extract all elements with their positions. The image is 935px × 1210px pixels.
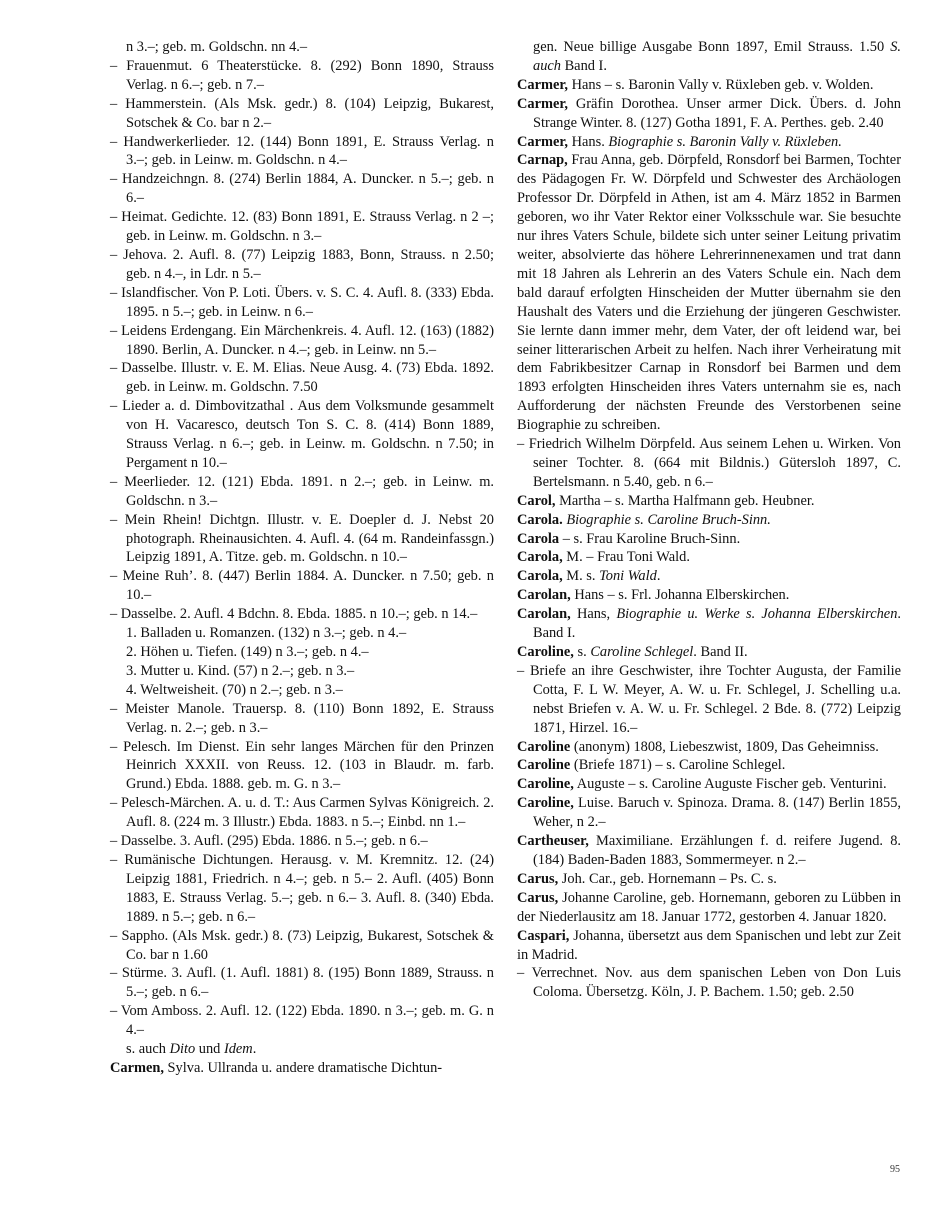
entry-text: – Pelesch. Im Dienst. Ein sehr langes Märchen für den Prinzen Heinrich XXXII. von Reuss. 12. (103 in Blaudr. m. farb. Grund.) Ebda. 1888. geb. m. G. n 3.– xyxy=(110,738,494,793)
bibliography-entry xyxy=(110,57,494,95)
bibliography-entry xyxy=(110,473,494,511)
bibliography-entry xyxy=(517,889,901,927)
entry-author: Caroline xyxy=(517,738,571,755)
entry-italic-text: Toni Wald xyxy=(599,568,657,585)
entry-text: – Islandfischer. Von P. Loti. Übers. v. S. C. 4. Aufl. 8. (333) Ebda. 1895. n 5.–; geb. in Leinw. n 6.– xyxy=(110,284,494,320)
entry-text: – Heimat. Gedichte. 12. (83) Bonn 1891, E. Strauss Verlag. n 2 –; geb. in Leinw. m. Goldschn. n 3.– xyxy=(110,209,494,245)
bibliography-entry xyxy=(517,567,901,586)
entry-text: 2. Höhen u. Tiefen. (149) n 3.–; geb. n 4.– xyxy=(126,644,369,660)
entry-author: Carola, xyxy=(517,549,563,566)
entry-author: Carus, xyxy=(517,889,559,906)
bibliography-entry xyxy=(517,76,901,95)
entry-text: – Lieder a. d. Dimbovitzathal . Aus dem Volksmunde gesammelt von H. Vacaresco, deutsch Ton S. C. 8. (414) Bonn 1889, Strauss Verlag. n 6.–; geb. in Leinw. m. Goldschn. n 7.50; in Pergament n 10.– xyxy=(110,398,494,471)
entry-italic-text: Biographie s. Caroline Bruch-Sinn. xyxy=(566,511,771,528)
entry-text: – Mein Rhein! Dichtgn. Illustr. v. E. Doepler d. J. Nebst 20 photograph. Rheinausichten. 4. Aufl. 4. (64 m. Randeinfassgn.) Leipzig 1891, A. Titze. geb. m. Goldschn. n 10.– xyxy=(110,511,494,566)
bibliography-entry xyxy=(517,151,901,435)
entry-text: M. – Frau Toni Wald. xyxy=(562,549,690,566)
bibliography-entry xyxy=(110,700,494,738)
entry-text: Martha – s. Martha Halfmann geb. Heubner. xyxy=(555,492,815,509)
bibliography-entry xyxy=(110,851,494,927)
bibliography-entry xyxy=(110,359,494,397)
entry-author: Caroline, xyxy=(517,776,574,793)
entry-author: Caroline, xyxy=(517,644,574,660)
left-column xyxy=(110,38,494,1078)
bibliography-entry xyxy=(110,95,494,133)
entry-text: 3. Mutter u. Kind. (57) n 2.–; geb. n 3.– xyxy=(126,662,355,679)
entry-text: – Hammerstein. (Als Msk. gedr.) 8. (104) Leipzig, Bukarest, Sotschek & Co. bar n 2.– xyxy=(110,95,494,131)
entry-text: – Jehova. 2. Aufl. 8. (77) Leipzig 1883, Bonn, Strauss. n 2.50; geb. n 4.–, in Ldr. n 5.– xyxy=(110,246,494,282)
entry-author: Carmer, xyxy=(517,133,569,150)
entry-text: Hans. xyxy=(568,133,609,150)
bibliography-entry xyxy=(110,832,494,851)
entry-text: – Pelesch-Märchen. A. u. d. T.: Aus Carmen Sylvas Königreich. 2. Aufl. 8. (224 m. 3 Illustr.) Ebda. 1883. n 5.–; Einbd. nn 1.– xyxy=(110,795,494,831)
entry-text: – Meerlieder. 12. (121) Ebda. 1891. n 2.–; geb. in Leinw. m. Goldschn. n 3.– xyxy=(110,473,494,509)
entry-text: – Meine Ruh’. 8. (447) Berlin 1884. A. Duncker. n 7.50; geb. n 10.– xyxy=(110,568,494,604)
bibliography-entry xyxy=(110,927,494,965)
entry-text: Johanna, übersetzt aus dem Spanischen und lebt zur Zeit in Madrid. xyxy=(517,927,901,963)
bibliography-entry xyxy=(517,133,901,152)
entry-text: Joh. Car., geb. Hornemann – Ps. C. s. xyxy=(558,870,777,887)
right-column xyxy=(517,38,901,1002)
bibliography-entry xyxy=(110,170,494,208)
bibliography-entry xyxy=(517,832,901,870)
entry-author: Carmer, xyxy=(517,76,569,93)
entry-text: – Dasselbe. 2. Aufl. 4 Bdchn. 8. Ebda. 1885. n 10.–; geb. n 14.– xyxy=(110,606,478,623)
entry-text: und xyxy=(195,1041,224,1058)
entry-text: – Handwerkerlieder. 12. (144) Bonn 1891, E. Strauss Verlag. n 3.–; geb. in Leinw. m. Goldschn. n 4.– xyxy=(110,133,494,169)
entry-text: . Band I. xyxy=(533,606,901,642)
entry-author: Carol, xyxy=(517,492,556,509)
bibliography-entry xyxy=(517,586,901,605)
bibliography-entry xyxy=(110,1059,494,1078)
entry-text: – Rumänische Dichtungen. Herausg. v. M. Kremnitz. 12. (24) Leipzig 1881, Friedrich. n 4.–; geb. n 5.– 2. Aufl. (405) Bonn 1883, E. Strauss Verlag. 5.–; geb. n 6.– 3. Aufl. 8. (340) Ebda. 1889. n 5.–; geb. n 6.– xyxy=(110,851,494,925)
entry-text: M. s. xyxy=(562,568,600,585)
entry-text: Auguste – s. Caroline Auguste Fischer geb. Venturini. xyxy=(573,776,887,793)
bibliography-entry xyxy=(110,322,494,360)
entry-author: Carola. xyxy=(517,511,563,528)
bibliography-entry xyxy=(517,662,901,738)
entry-text: . xyxy=(656,568,661,585)
bibliography-entry xyxy=(110,133,494,171)
entry-text: . xyxy=(252,1041,257,1058)
bibliography-entry xyxy=(110,794,494,832)
entry-author: Carolan, xyxy=(517,606,571,623)
bibliography-entry xyxy=(110,681,494,700)
bibliography-entry xyxy=(517,794,901,832)
entry-author: Carmer, xyxy=(517,95,569,112)
entry-text: – Vom Amboss. 2. Aufl. 12. (122) Ebda. 1890. n 3.–; geb. m. G. n 4.– xyxy=(110,1003,494,1039)
entry-italic-text: Dito xyxy=(169,1041,196,1058)
bibliography-entry xyxy=(517,530,901,549)
entry-text: s. auch xyxy=(126,1041,170,1058)
bibliography-entry xyxy=(517,927,901,965)
entry-author: Carolan, xyxy=(517,587,571,604)
bibliography-entry xyxy=(110,567,494,605)
bibliography-entry xyxy=(110,964,494,1002)
page-number: 95 xyxy=(890,1164,900,1175)
entry-italic-text: Idem xyxy=(223,1041,253,1058)
entry-text: Sylva. Ullranda u. andere dramatische Dichtun- xyxy=(163,1059,443,1076)
entry-text: – Sappho. (Als Msk. gedr.) 8. (73) Leipzig, Bukarest, Sotschek & Co. bar n 1.60 xyxy=(110,927,494,963)
bibliography-entry xyxy=(110,643,494,662)
entry-text: Hans – s. Baronin Vally v. Rüxleben geb. v. Wolden. xyxy=(568,76,874,93)
entry-text: – Dasselbe. 3. Aufl. (295) Ebda. 1886. n 5.–; geb. n 6.– xyxy=(110,833,428,850)
bibliography-entry xyxy=(110,1002,494,1040)
entry-text: 4. Weltweisheit. (70) n 2.–; geb. n 3.– xyxy=(126,681,343,698)
bibliography-entry xyxy=(110,397,494,473)
bibliography-entry xyxy=(517,738,901,757)
entry-author: Caroline, xyxy=(517,795,574,812)
entry-text: – Handzeichngn. 8. (274) Berlin 1884, A. Duncker. n 5.–; geb. n 6.– xyxy=(110,171,494,207)
entry-author: Carola, xyxy=(517,568,563,585)
bibliography-entry xyxy=(517,643,901,662)
bibliography-entry xyxy=(110,208,494,246)
entry-text: gen. Neue billige Ausgabe Bonn 1897, Emil Strauss. 1.50 xyxy=(533,39,891,55)
bibliography-entry xyxy=(110,662,494,681)
bibliography-entry xyxy=(110,738,494,795)
entry-italic-text: Caroline Schlegel xyxy=(590,644,694,660)
bibliography-entry xyxy=(517,775,901,794)
bibliography-entry xyxy=(110,38,494,57)
entry-text: (Briefe 1871) – s. Caroline Schlegel. xyxy=(570,757,786,774)
bibliography-entry xyxy=(517,492,901,511)
bibliography-entry xyxy=(517,548,901,567)
entry-text: Hans – s. Frl. Johanna Elberskirchen. xyxy=(570,587,790,604)
entry-text: – s. Frau Karoline Bruch-Sinn. xyxy=(559,530,741,547)
entry-author: Carnap, xyxy=(517,152,568,169)
entry-text: Maximiliane. Erzählungen f. d. reifere Jugend. 8. (184) Baden-Baden 1883, Sommermeyer. n 2.– xyxy=(533,833,901,868)
entry-italic-text: Biographie s. Baronin Vally v. Rüxleben. xyxy=(608,133,842,150)
bibliography-entry xyxy=(517,511,901,530)
bibliography-entry xyxy=(110,1040,494,1059)
entry-author: Caspari, xyxy=(517,927,570,944)
entry-text: – Verrechnet. Nov. aus dem spanischen Leben von Don Luis Coloma. Übersetzg. Köln, J. P. Bachem. 1.50; geb. 2.50 xyxy=(517,965,901,1001)
bibliography-entry xyxy=(110,284,494,322)
entry-text: (anonym) 1808, Liebeszwist, 1809, Das Geheimniss. xyxy=(570,738,879,755)
entry-text: – Meister Manole. Trauersp. 8. (110) Bonn 1892, E. Strauss Verlag. n. 2.–; geb. n 3.– xyxy=(110,700,494,736)
entry-text: Hans, xyxy=(570,606,617,623)
bibliography-entry xyxy=(110,605,494,624)
entry-text: Frau Anna, geb. Dörpfeld, Ronsdorf bei Barmen, Tochter des Pädagogen Fr. W. Dörpfeld und Schwester des Archäologen Professor Dr. Dörpfeld in Athen, ist am 4. März 1852 in Barmen geboren, wo ihr Vater Rektor einer Volksschule war. Sie besuchte nur ihres Vaters Schule, bildete sich unter seiner Leitung privatim weiter, absolvierte das höhere Lehrerinnenexamen und trat dann mit 18 Jahren als Lehrerin an des Vaters Schule ein. Nach dem bald darauf erfolgten Hinscheiden der Mutter übernahm sie den Haushalt des Vaters und die Erziehung der jüngeren Geschwister. Sie lernte dann immer mehr, dem Vater, der oft leidend war, bei seiner litterarischen Arbeit zu helfen. Nach ihrer Verheiratung mit dem Fabrikbesitzer Carnap in Ronsdorf bei Barmen und dem 1893 erfolgten Hinscheiden ihres Vaters unternahm sie es, nach Aufforderung der nächsten Freunde des Verstorbenen seine Biographie zu schreiben. xyxy=(517,152,901,434)
bibliography-entry xyxy=(517,964,901,1002)
entry-text: – Friedrich Wilhelm Dörpfeld. Aus seinem Lehen u. Wirken. Von seiner Tochter. 8. (664 mit Bildnis.) Gütersloh 1897, C. Bertelsmann. n 5.40, geb. n 6.– xyxy=(517,436,901,490)
bibliography-entry xyxy=(517,38,901,76)
entry-text: Gräfin Dorothea. Unser armer Dick. Übers. d. John Strange Winter. 8. (127) Gotha 1891, F. A. Perthes. geb. 2.40 xyxy=(533,95,901,131)
bibliography-entry xyxy=(517,605,901,643)
bibliography-entry xyxy=(517,95,901,133)
entry-text: – Leidens Erdengang. Ein Märchenkreis. 4. Aufl. 12. (163) (1882) 1890. Berlin, A. Duncker. n 4.–; geb. in Leinw. nn 5.– xyxy=(110,322,494,358)
bibliography-entry xyxy=(110,246,494,284)
bibliography-entry xyxy=(517,435,901,492)
entry-author: Carmen, xyxy=(110,1059,164,1076)
bibliography-entry xyxy=(517,870,901,889)
entry-text: Luise. Baruch v. Spinoza. Drama. 8. (147) Berlin 1855, Weher, n 2.– xyxy=(533,795,901,831)
entry-text: – Stürme. 3. Aufl. (1. Aufl. 1881) 8. (195) Bonn 1889, Strauss. n 5.–; geb. n 6.– xyxy=(110,965,494,1001)
entry-author: Caroline xyxy=(517,757,571,774)
entry-text: s. xyxy=(573,644,591,660)
entry-text: – Frauenmut. 6 Theaterstücke. 8. (292) Bonn 1890, Strauss Verlag. n 6.–; geb. n 7.– xyxy=(110,57,494,93)
entry-italic-text: Biographie u. Werke s. Johanna Elberskirchen xyxy=(616,606,898,623)
entry-text: – Dasselbe. Illustr. v. E. M. Elias. Neue Ausg. 4. (73) Ebda. 1892. geb. in Leinw. m. Goldschn. 7.50 xyxy=(110,360,494,396)
entry-author: Carus, xyxy=(517,870,559,887)
entry-italic-text: S. auch xyxy=(533,39,901,74)
bibliography-entry xyxy=(110,511,494,568)
entry-text: . Band II. xyxy=(693,644,748,660)
entry-text: Band I. xyxy=(560,57,607,74)
entry-author: Cartheuser, xyxy=(517,833,589,850)
entry-text: – Briefe an ihre Geschwister, ihre Tochter Augusta, der Familie Cotta, F. L W. Meyer, A. W. u. Fr. Schlegel, J. Schelling u.a. nebst Briefen v. A. W. u. Fr. Schlegel. 2 Bde. 8. (772) Leipzig 1871, Hirzel. 16.– xyxy=(517,662,901,736)
entry-author: Carola xyxy=(517,530,560,547)
bibliography-entry xyxy=(517,756,901,775)
entry-text: n 3.–; geb. m. Goldschn. nn 4.– xyxy=(126,39,308,55)
bibliography-entry xyxy=(110,624,494,643)
entry-text: Johanne Caroline, geb. Hornemann, geboren zu Lübben in der Niederlausitz am 18. Januar 1772, gestorben 4. Januar 1820. xyxy=(517,889,901,925)
entry-text: 1. Balladen u. Romanzen. (132) n 3.–; geb. n 4.– xyxy=(126,625,407,642)
